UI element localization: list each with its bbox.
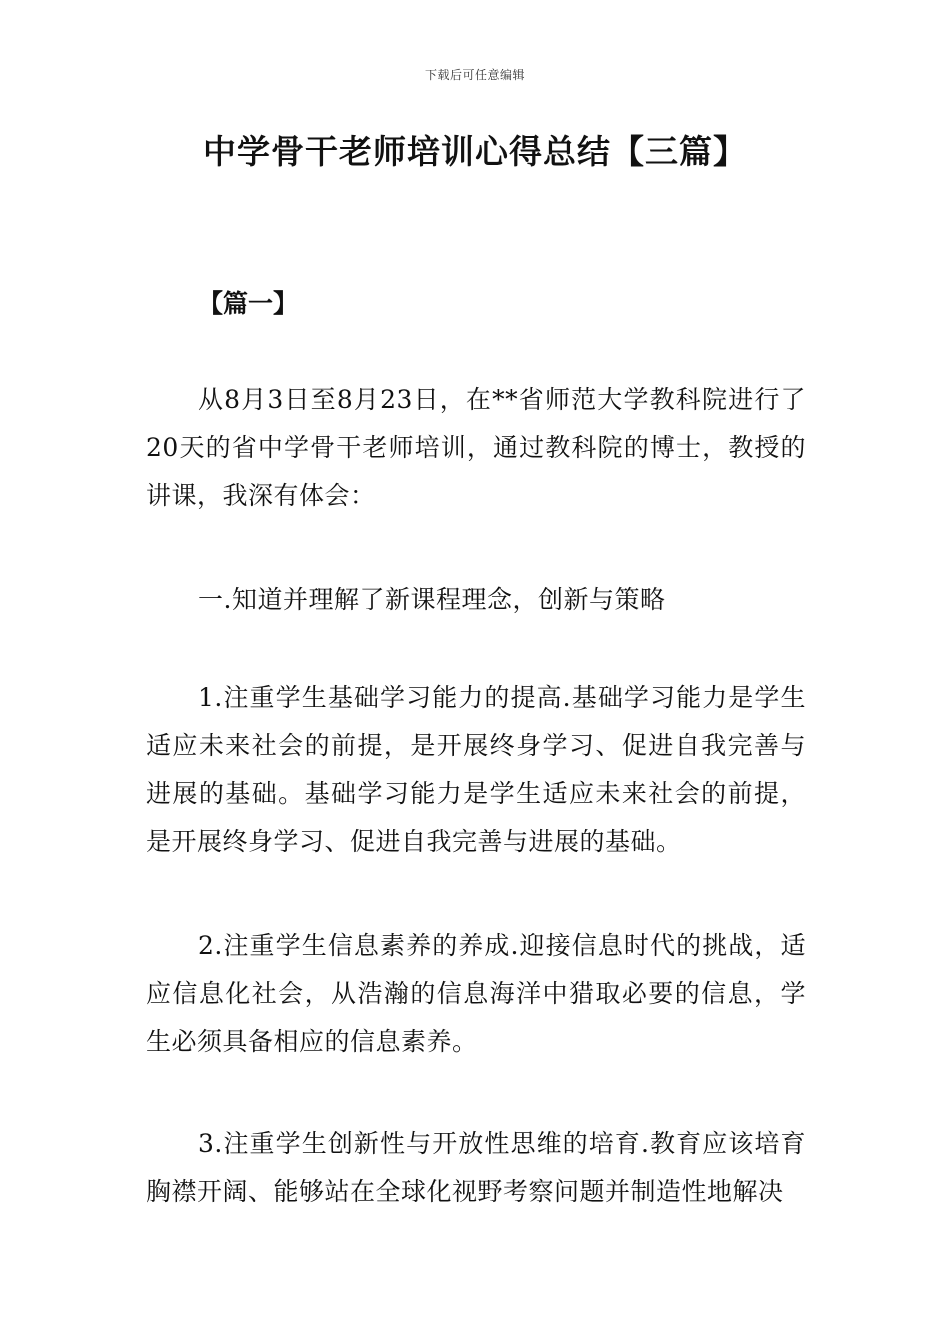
paragraph-intro: 从8月3日至8月23日，在**省师范大学教科院进行了20天的省中学骨干老师培训，通过教科院的博士，教授的讲课，我深有体会：	[146, 385, 806, 510]
document-title: 中学骨干老师培训心得总结【三篇】	[203, 132, 747, 171]
section-label: 【篇一】	[198, 289, 299, 318]
paragraph-heading-one: 一.知道并理解了新课程理念，创新与策略	[198, 585, 666, 614]
paragraph-point-three: 3.注重学生创新性与开放性思维的培育.教育应该培育胸襟开阔、能够站在全球化视野考察问题并制造性地解决	[146, 1129, 806, 1206]
paragraph-point-two: 2.注重学生信息素养的养成.迎接信息时代的挑战，适应信息化社会，从浩瀚的信息海洋中猎取必要的信息，学生必须具备相应的信息素养。	[146, 931, 806, 1056]
paragraph-point-one: 1.注重学生基础学习能力的提高.基础学习能力是学生适应未来社会的前提，是开展终身学习、促进自我完善与进展的基础。基础学习能力是学生适应未来社会的前提，是开展终身学习、促进自我完善与进展的基础。	[146, 683, 806, 856]
header-note: 下载后可任意编辑	[424, 68, 525, 82]
